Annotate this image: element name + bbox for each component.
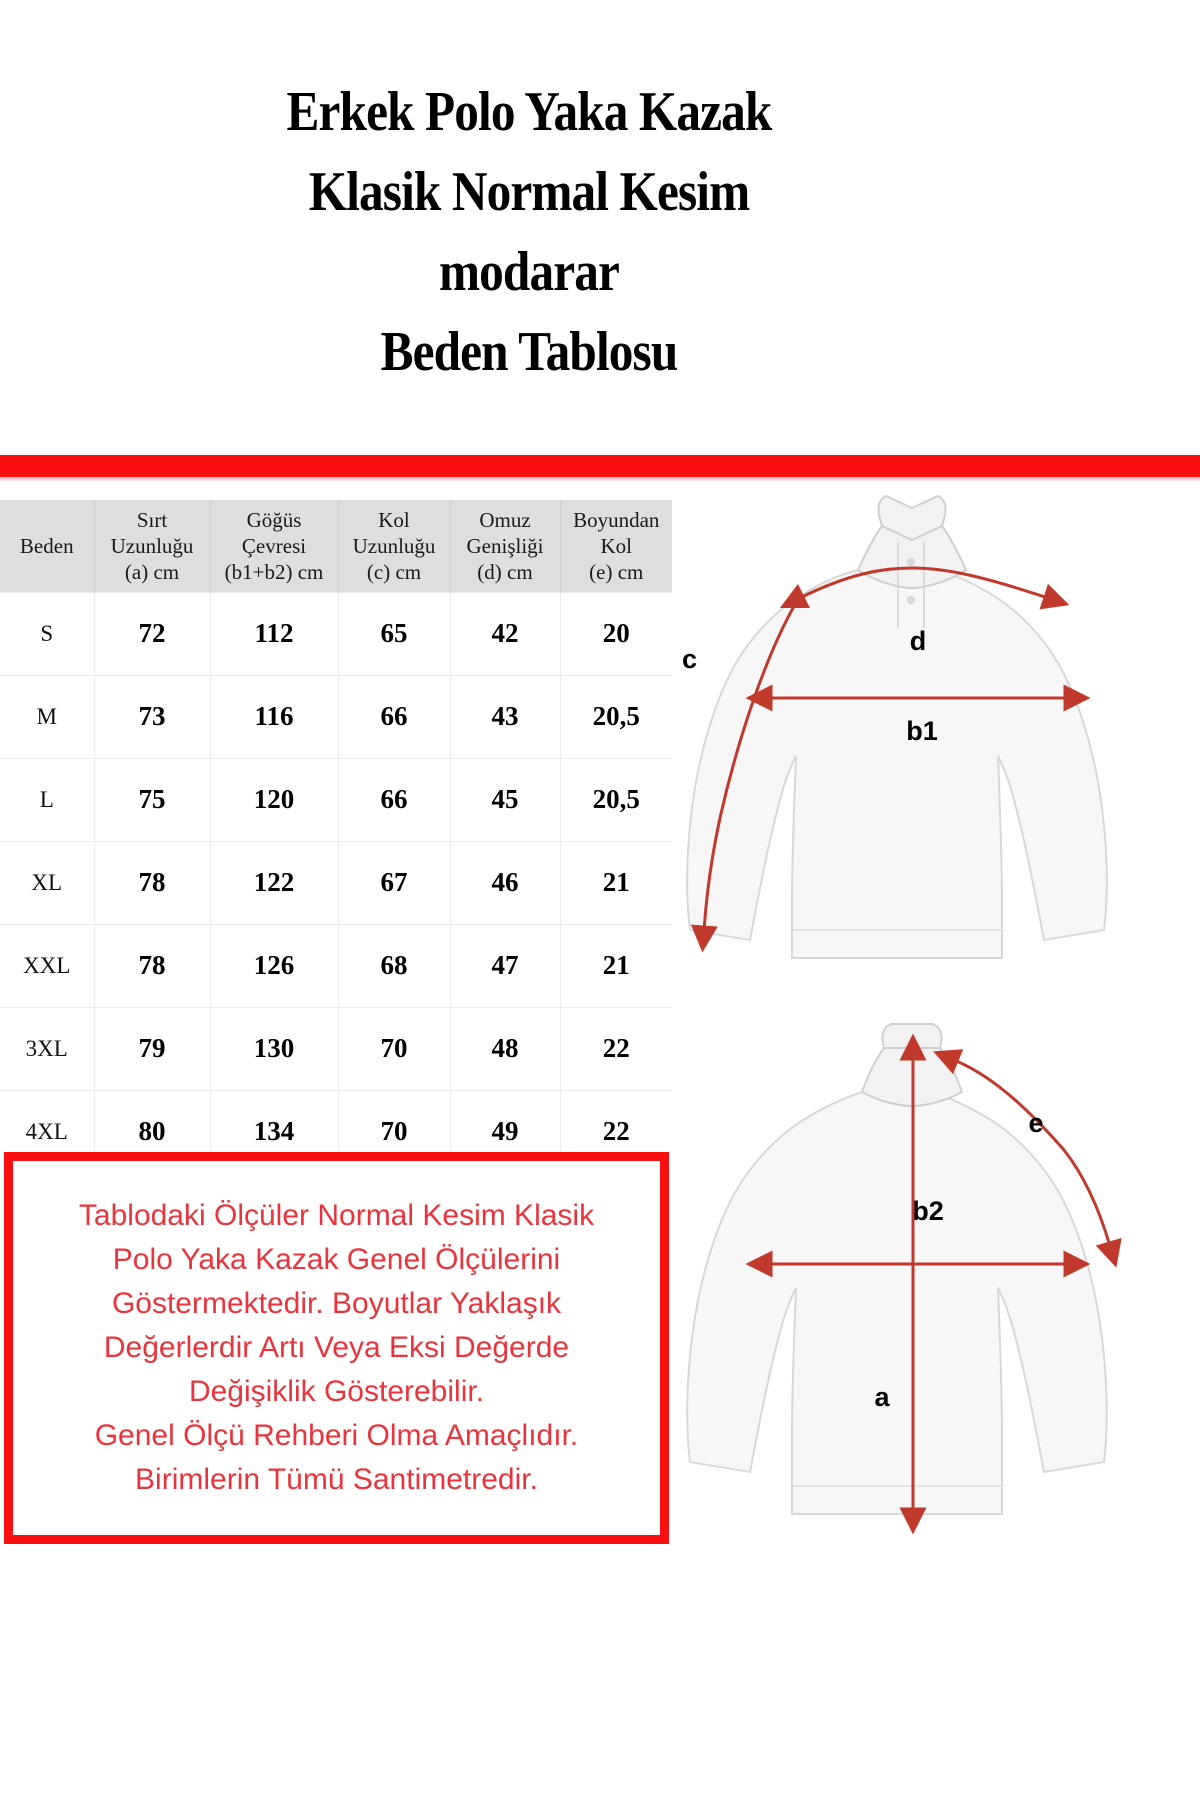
column-header-unit: (b1+b2) cm: [224, 559, 324, 584]
cell-measure-c: 70: [338, 1007, 450, 1090]
cell-measure-a: 72: [94, 592, 210, 675]
cell-measure-a: 78: [94, 924, 210, 1007]
column-header-unit: (e) cm: [589, 559, 644, 584]
title-line-4: Beden Tablosu: [380, 321, 678, 383]
red-divider-bar: [0, 455, 1200, 477]
cell-measure-c: 66: [338, 758, 450, 841]
column-header-kol-uzunlugu: [338, 500, 450, 592]
measure-label-b1: b1: [906, 716, 938, 746]
cell-measure-a: 73: [94, 675, 210, 758]
warning-line: Değerlerdir Artı Veya Eksi Değerde: [103, 1331, 570, 1364]
table-header-row: [0, 500, 672, 592]
warning-line: Polo Yaka Kazak Genel Ölçülerini: [112, 1243, 561, 1276]
cell-measure-c: 67: [338, 841, 450, 924]
table-row: [0, 924, 672, 1007]
cell-measure-a: 80: [94, 1090, 210, 1173]
garment-back-body-shape: [687, 1092, 1107, 1514]
column-header-title: Omuz: [479, 507, 531, 532]
cell-measure-d: 43: [450, 675, 560, 758]
garment-front-illustration: [672, 478, 1200, 1018]
measure-label-a: a: [874, 1382, 890, 1412]
warning-line: Değişiklik Gösterebilir.: [188, 1375, 485, 1408]
cell-measure-b: 130: [210, 1007, 338, 1090]
cell-size: M: [0, 675, 94, 758]
column-header-title: Göğüs: [246, 507, 302, 532]
garment-front-body-shape: [687, 570, 1107, 958]
table-row: [0, 758, 672, 841]
cell-measure-e: 20,5: [560, 675, 672, 758]
cell-measure-b: 116: [210, 675, 338, 758]
column-header-beden: [0, 500, 94, 592]
column-header-boyundan-kol: [560, 500, 672, 592]
cell-measure-b: 126: [210, 924, 338, 1007]
page-title: [0, 72, 1058, 392]
column-header-title: Sırt: [136, 507, 168, 532]
column-header-sub: Kol: [600, 533, 632, 558]
column-header-title: Beden: [19, 533, 74, 558]
cell-size: XXL: [0, 924, 94, 1007]
title-line-2: Klasik Normal Kesim: [308, 161, 750, 223]
cell-size: 3XL: [0, 1007, 94, 1090]
cell-size: 4XL: [0, 1090, 94, 1173]
cell-size: XL: [0, 841, 94, 924]
column-header-sub: Uzunluğu: [352, 533, 436, 558]
cell-measure-e: 20: [560, 592, 672, 675]
cell-measure-d: 42: [450, 592, 560, 675]
title-line-3: modarar: [439, 241, 619, 303]
cell-measure-a: 79: [94, 1007, 210, 1090]
cell-measure-a: 75: [94, 758, 210, 841]
cell-measure-c: 68: [338, 924, 450, 1007]
garment-back-illustration: [672, 1020, 1200, 1580]
cell-measure-b: 122: [210, 841, 338, 924]
cell-size: L: [0, 758, 94, 841]
column-header-unit: (d) cm: [477, 559, 533, 584]
cell-measure-b: 112: [210, 592, 338, 675]
warning-text: [65, 1194, 608, 1502]
cell-measure-d: 49: [450, 1090, 560, 1173]
cell-measure-e: 22: [560, 1090, 672, 1173]
measure-label-b2: b2: [912, 1196, 944, 1226]
warning-line: Tablodaki Ölçüler Normal Kesim Klasik: [78, 1199, 595, 1232]
column-header-sirt-uzunlugu: [94, 500, 210, 592]
column-header-gogus-cevresi: [210, 500, 338, 592]
cell-measure-c: 66: [338, 675, 450, 758]
cell-measure-b: 134: [210, 1090, 338, 1173]
column-header-sub: Çevresi: [241, 533, 307, 558]
cell-measure-d: 45: [450, 758, 560, 841]
table-row: [0, 841, 672, 924]
cell-measure-d: 46: [450, 841, 560, 924]
column-header-title: Kol: [378, 507, 410, 532]
column-header-sub: Genişliği: [466, 533, 544, 558]
column-header-sub: Uzunluğu: [110, 533, 194, 558]
warning-line: Genel Ölçü Rehberi Olma Amaçlıdır.: [94, 1419, 579, 1452]
column-header-title: Boyundan: [573, 507, 660, 532]
warning-line: Birimlerin Tümü Santimetredir.: [135, 1463, 538, 1496]
cell-measure-c: 70: [338, 1090, 450, 1173]
measure-label-e: e: [1028, 1108, 1044, 1138]
column-header-omuz-genisligi: [450, 500, 560, 592]
cell-measure-a: 78: [94, 841, 210, 924]
warning-box: [4, 1152, 669, 1544]
column-header-unit: (c) cm: [366, 559, 422, 584]
cell-measure-d: 48: [450, 1007, 560, 1090]
cell-size: S: [0, 592, 94, 675]
cell-measure-e: 21: [560, 924, 672, 1007]
table-header: [0, 500, 672, 592]
cell-measure-e: 21: [560, 841, 672, 924]
warning-line: Göstermektedir. Boyutlar Yaklaşık: [111, 1287, 562, 1320]
size-chart-table: [0, 500, 672, 1173]
table-row: [0, 1007, 672, 1090]
cell-measure-e: 22: [560, 1007, 672, 1090]
column-header-unit: (a) cm: [124, 559, 180, 584]
table-body: [0, 592, 672, 1173]
measure-label-c: c: [682, 644, 698, 674]
cell-measure-c: 65: [338, 592, 450, 675]
garment-front-collar: [858, 496, 966, 588]
cell-measure-e: 20,5: [560, 758, 672, 841]
table-row: [0, 592, 672, 675]
cell-measure-b: 120: [210, 758, 338, 841]
table-row: [0, 675, 672, 758]
cell-measure-d: 47: [450, 924, 560, 1007]
title-line-1: Erkek Polo Yaka Kazak: [286, 81, 772, 143]
measure-label-d: d: [909, 626, 927, 656]
